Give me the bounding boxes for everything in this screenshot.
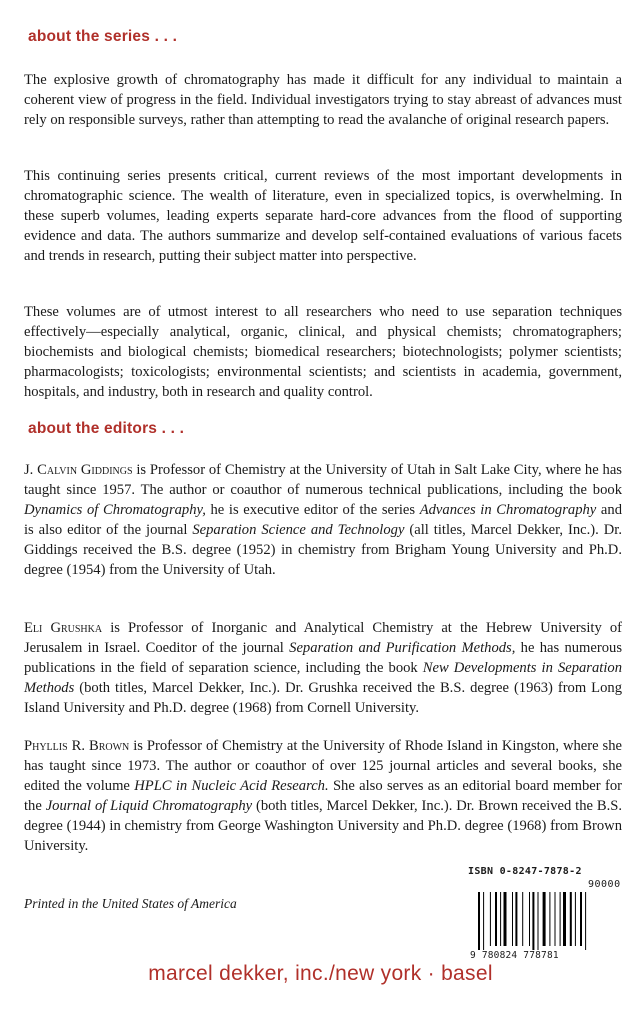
printed-in-usa: Printed in the United States of America: [24, 896, 237, 911]
barcode-bar: [495, 892, 497, 946]
barcode-bar: [585, 892, 586, 950]
editor-bio-grushka: Eli Grushka is Professor of Inorganic and Analytical Chemistry at the Hebrew University of Jerusalem in Israel. Coeditor of the journal Separation and Purification Methods, he has numerous publications in the field of separation science, including the book New Developments in Separation Methods (both titles, Marcel Dekker, Inc.). Dr. Grushka received the B.S. degree (1963) from Long Island University and Ph.D. degree (1968) from Cornell University.: [24, 620, 623, 716]
barcode-addon-digits: 90000: [588, 879, 621, 890]
editor-name-brown: Phyllis R. Brown: [24, 738, 130, 754]
series-paragraph-2: This continuing series presents critical, current reviews of the most important developments in chromatographic science. The wealth of literature, even in specialized topics, is overwhelming. In these superb volumes, leading experts separate hard-core advances from the flood of supporting evidence and data. The authors summarize and develop self-contained evaluations of various facets and trends in research, putting their subject matter into perspective.: [24, 168, 622, 264]
barcode-bar: [560, 892, 561, 946]
isbn-barcode-block: [466, 866, 622, 966]
editors-heading: about the editors . . .: [28, 420, 185, 437]
isbn-number: ISBN 0-8247-7878-2: [468, 866, 582, 877]
barcode-bar: [580, 892, 582, 946]
editor-name-grushka: Eli Grushka: [24, 620, 103, 636]
barcode-graphic: [478, 892, 622, 950]
barcode-bar: [570, 892, 572, 946]
editor-bio-brown: Phyllis R. Brown is Professor of Chemistry at the University of Rhode Island in Kingston, where she has taught since 1973. The author or coauthor of over 125 journal articles and several books, she edited the volume HPLC in Nucleic Acid Research. She also serves as an editorial board member for the Journal of Liquid Chromatography (both titles, Marcel Dekker, Inc.). Dr. Brown received the B.S. degree (1944) in chemistry from George Washington University and Ph.D. degree (1968) from Brown University.: [24, 738, 622, 854]
barcode-bar: [529, 892, 530, 946]
series-paragraph-1: The explosive growth of chromatography has made it difficult for any individual to maintain a coherent view of progress in the field. Individual investigators trying to stay abreast of advances must rely on responsible surveys, rather than attempting to read the avalanche of original research papers.: [24, 72, 622, 128]
editor-bio-giddings: J. Calvin Giddings is Professor of Chemistry at the University of Utah in Salt Lake City, where he has taught since 1957. The author or coauthor of numerous technical publications, including the book Dynamics of Chromatography, he is executive editor of the series Advances in Chromatography and is also editor of the journal Separation Science and Technology (all titles, Marcel Dekker, Inc.). Dr. Giddings received the B.S. degree (1952) in chemistry from Brigham Young University and Ph.D. degree (1954) from the University of Utah.: [24, 462, 622, 578]
barcode-bar: [483, 892, 484, 950]
publisher-imprint: marcel dekker, inc./new york · basel: [148, 962, 493, 985]
barcode-bar: [512, 892, 513, 946]
editor-name-giddings: J. Calvin Giddings: [24, 462, 133, 478]
ean-digits: 9 780824 778781: [470, 950, 559, 961]
barcode-bar: [563, 892, 566, 946]
barcode-bar: [500, 892, 501, 946]
barcode-bar: [532, 892, 534, 950]
barcode-bar: [549, 892, 550, 946]
barcode-bar: [543, 892, 546, 946]
barcode-bar: [478, 892, 480, 950]
series-heading: about the series . . .: [28, 28, 178, 45]
barcode-bar: [555, 892, 556, 946]
barcode-bar: [504, 892, 507, 946]
barcode-bar: [515, 892, 517, 946]
barcode-bar: [490, 892, 491, 946]
barcode-bar: [575, 892, 576, 946]
series-paragraph-3: These volumes are of utmost interest to all researchers who need to use separation techniques effectively—especially analytical, organic, clinical, and physical chemists; chromatographers; biochemists and biological chemists; biomedical researchers; biotechnologists; polymer scientists; pharmacologists; toxicologists; environmental scientists; and scientists in academia, government, hospitals, and industry, both in research and quality control.: [24, 304, 622, 400]
barcode-bar: [538, 892, 539, 950]
barcode-bar: [522, 892, 523, 946]
